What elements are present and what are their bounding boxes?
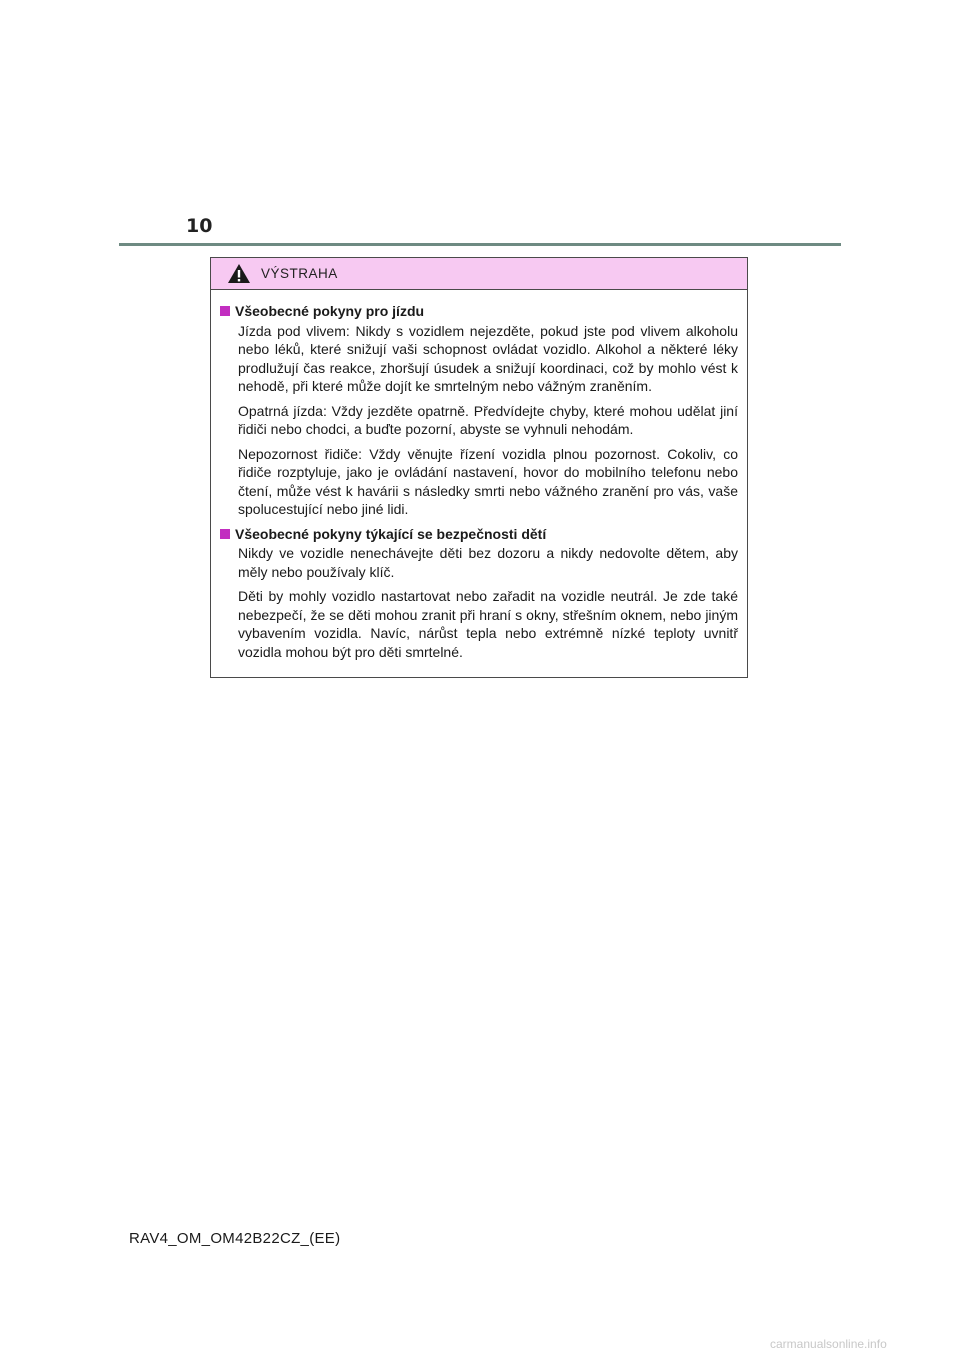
page-number: 10 <box>186 215 213 237</box>
section-heading-text: Všeobecné pokyny pro jízdu <box>235 303 425 319</box>
paragraph: Opatrná jízda: Vždy jezděte opatrně. Předvídejte chyby, které mohou udělat jiní řidiči nebo chodci, a buďte pozorní, abyste se vyhnuli nehodám. <box>238 402 738 437</box>
header-rule <box>119 243 841 246</box>
warning-title: VÝSTRAHA <box>261 266 338 281</box>
watermark: carmanualsonline.info <box>770 1337 887 1351</box>
footer-code: RAV4_OM_OM42B22CZ_(EE) <box>129 1230 341 1247</box>
section-heading-text: Všeobecné pokyny týkající se bezpečnosti dětí <box>235 525 547 542</box>
section-child-safety <box>220 525 738 662</box>
paragraph: Nepozornost řidiče: Vždy věnujte řízení vozidla plnou pozornost. Cokoliv, co řidiče rozptyluje, jako je ovládání nastavení, hovor do mobilního telefonu nebo čtení, může vést k havárii s následky smrti nebo vážného zranění pro vás, vaše spolucestující nebo jiné lidi. <box>238 445 738 517</box>
section-driving <box>220 302 738 519</box>
warning-triangle-icon <box>227 263 251 284</box>
square-bullet-icon <box>220 306 230 316</box>
warning-header <box>211 258 747 290</box>
paragraph: Jízda pod vlivem: Nikdy s vozidlem nejezděte, pokud jste pod vlivem alkoholu nebo léků, které snižují vaši schopnost ovládat vozidlo. Alkohol a některé léky prodlužují čas reakce, zhoršují úsudek a snižují koordinaci, což by mohlo vést k nehodě, při které může dojít ke smrtelným nebo vážným zraněním. <box>238 322 738 394</box>
section-heading <box>220 525 738 544</box>
warning-box <box>210 257 748 678</box>
section-heading <box>220 302 738 321</box>
paragraph: Děti by mohly vozidlo nastartovat nebo zařadit na vozidle neutrál. Je zde také nebezpečí, že se děti mohou zranit při hraní s okny, střešním oknem, nebo jiným vybavením vozidla. Navíc, nárůst tepla nebo extrémně nízké teploty uvnitř vozidla mohou být pro děti smrtelné. <box>238 588 738 660</box>
paragraph: Nikdy ve vozidle nenechávejte děti bez dozoru a nikdy nedovolte dětem, aby měly nebo používaly klíč. <box>238 545 738 580</box>
warning-body <box>211 290 747 661</box>
square-bullet-icon <box>220 529 230 539</box>
